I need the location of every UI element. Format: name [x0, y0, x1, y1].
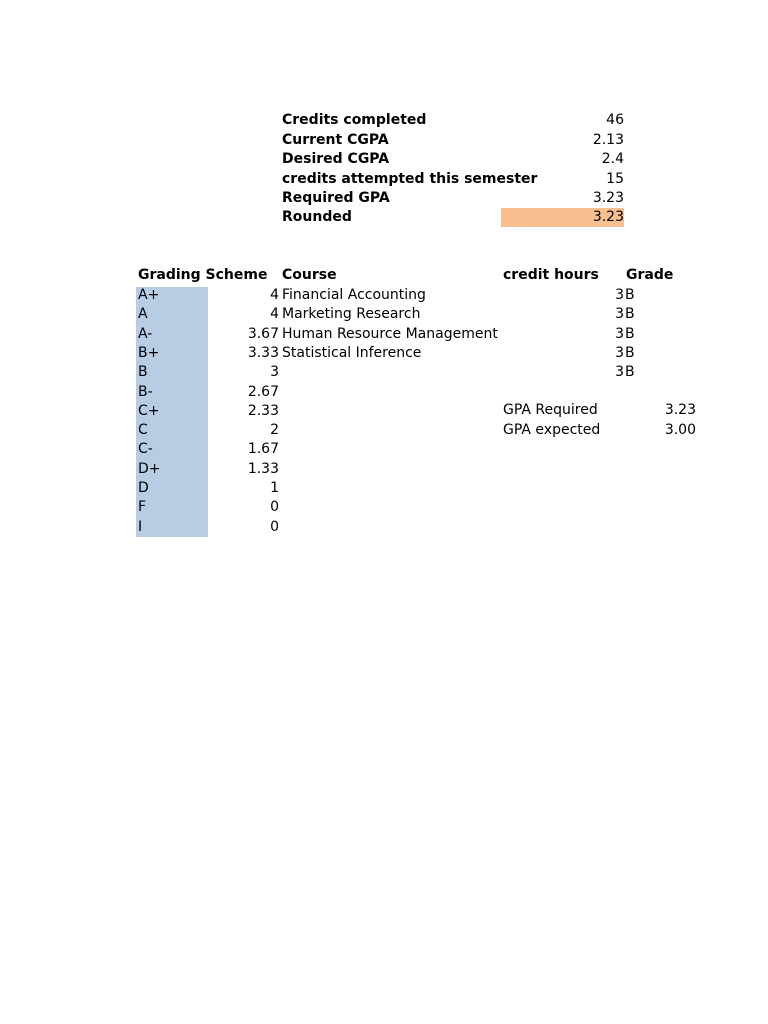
grade-letter[interactable]: A- [138, 325, 153, 342]
credits-attempted-value[interactable]: 15 [606, 171, 624, 187]
grade-letter[interactable]: D+ [138, 460, 161, 477]
grade-points[interactable]: 3.33 [247, 344, 279, 361]
course-name[interactable]: Marketing Research [282, 306, 421, 323]
course-header: Course [282, 267, 337, 283]
course-grade[interactable]: B [625, 306, 635, 323]
course-name[interactable]: Financial Accounting [282, 287, 426, 303]
grade-points[interactable]: 0 [270, 518, 279, 535]
grade-letter[interactable]: C [138, 422, 148, 439]
rounded-label: Rounded [282, 209, 352, 225]
required-gpa-value[interactable]: 3.23 [592, 190, 624, 206]
required-gpa-label: Required GPA [282, 190, 390, 206]
grade-header: Grade [626, 267, 674, 283]
grade-points[interactable]: 1 [270, 480, 279, 496]
credits-attempted-label: credits attempted this semester [282, 171, 538, 187]
course-credit-hours[interactable]: 3 [615, 287, 624, 303]
gpa-required-label: GPA Required [503, 402, 598, 418]
course-grade[interactable]: B [625, 364, 635, 381]
grade-points[interactable]: 1.67 [247, 441, 279, 458]
grade-letter[interactable]: A+ [138, 287, 160, 303]
grade-points[interactable]: 0 [270, 499, 279, 516]
grade-letter[interactable]: B [138, 364, 148, 381]
grade-points[interactable]: 4 [270, 287, 279, 303]
course-credit-hours[interactable]: 3 [615, 306, 624, 323]
grade-points[interactable]: 2.67 [247, 383, 279, 400]
course-grade[interactable]: B [625, 287, 635, 303]
course-credit-hours[interactable]: 3 [615, 325, 624, 342]
course-credit-hours[interactable]: 3 [615, 344, 624, 361]
grade-letter[interactable]: C- [138, 441, 153, 458]
gpa-required-value[interactable]: 3.23 [664, 402, 696, 418]
credits-completed-value[interactable]: 46 [606, 112, 624, 128]
course-grade[interactable]: B [625, 325, 635, 342]
grade-points[interactable]: 4 [270, 306, 279, 323]
gpa-expected-value[interactable]: 3.00 [664, 422, 696, 438]
grade-points[interactable]: 3.67 [247, 325, 279, 342]
current-cgpa-value[interactable]: 2.13 [592, 132, 624, 148]
gpa-expected-label: GPA expected [503, 422, 601, 438]
grade-letter[interactable]: I [138, 518, 143, 535]
grade-points[interactable]: 3 [270, 364, 279, 381]
credit-hours-header: credit hours [503, 267, 599, 283]
desired-cgpa-label: Desired CGPA [282, 151, 390, 167]
current-cgpa-label: Current CGPA [282, 132, 389, 148]
grade-letter[interactable]: C+ [138, 402, 160, 419]
grade-points[interactable]: 2.33 [247, 402, 279, 419]
course-name[interactable] [282, 363, 502, 382]
course-name[interactable]: Human Resource Management [282, 325, 498, 342]
grade-letter[interactable]: F [138, 499, 147, 516]
rounded-value[interactable]: 3.23 [501, 208, 624, 227]
grade-points[interactable]: 2 [270, 422, 279, 439]
grade-letter[interactable]: A [138, 306, 148, 323]
grade-letter[interactable]: B- [138, 383, 153, 400]
course-grade[interactable]: B [625, 344, 635, 361]
course-name[interactable]: Statistical Inference [282, 344, 422, 361]
course-credit-hours[interactable]: 3 [615, 364, 624, 381]
desired-cgpa-value[interactable]: 2.4 [601, 151, 624, 167]
grade-letter[interactable]: B+ [138, 344, 160, 361]
credits-completed-label: Credits completed [282, 112, 427, 128]
grade-points[interactable]: 1.33 [247, 460, 279, 477]
grade-letter[interactable]: D [138, 480, 149, 496]
grading-scheme-header: Grading Scheme [138, 267, 268, 283]
